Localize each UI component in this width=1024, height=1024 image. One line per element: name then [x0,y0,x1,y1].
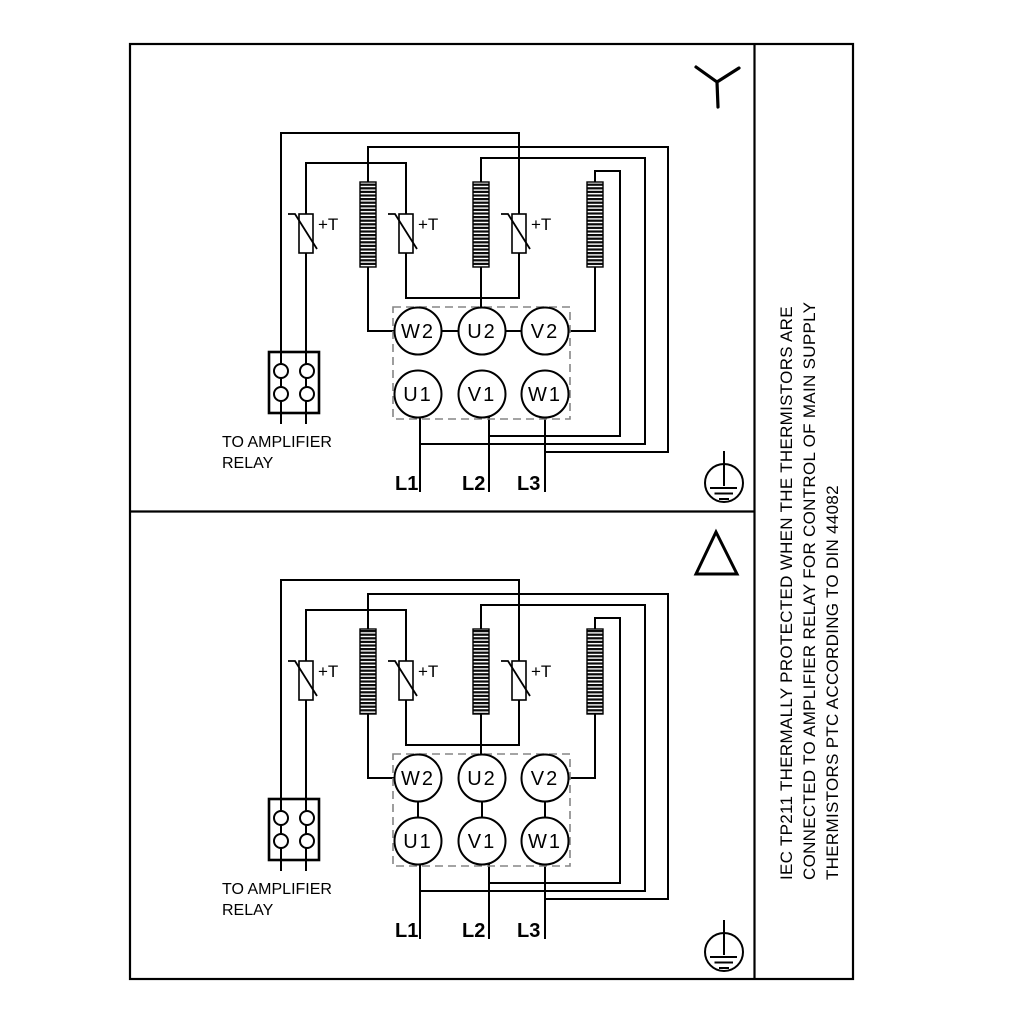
thermistor-1-label: +T [318,215,339,234]
thermistor-3-label: +T [531,662,552,681]
terminal-W1-label: W1 [528,831,562,853]
terminal-V2-label: V2 [530,768,560,790]
side-note [777,302,842,880]
supply-L2-label: L2 [462,920,486,942]
supply-labels [395,473,540,495]
relay-note-line1: TO AMPLIFIER [222,434,332,451]
winding-coil-3 [587,629,603,714]
relay-connector-box [269,352,319,413]
terminal-W2-label: W2 [401,768,435,790]
thermistor-1 [299,661,313,700]
wire-thermistor1-2-top-link [306,163,406,214]
relay-pin [274,811,288,825]
thermistor-2 [399,214,413,253]
wire-thermistor2-3-bottom-link [406,700,519,745]
winding-coil-3 [587,182,603,267]
terminal-U2-label: U2 [467,321,497,343]
terminal-U1-label: U1 [403,831,433,853]
thermistor-1 [299,214,313,253]
supply-L1-label: L1 [395,920,419,942]
thermistors [288,661,551,700]
terminal-V1-label: V1 [467,384,497,406]
relay-connector-box [269,799,319,860]
winding-coil-2 [473,182,489,267]
side-note-line1: IEC TP211 THERMALLY PROTECTED WHEN THE THERMISTORS ARE [777,306,796,880]
relay-pin [274,364,288,378]
winding-coil-1 [360,182,376,267]
supply-L3-label: L3 [517,920,541,942]
thermistor-3 [512,214,526,253]
relay-note-line2: RELAY [222,902,274,919]
panel-star [222,67,743,502]
terminal-board [393,307,570,419]
relay-note-line1: TO AMPLIFIER [222,881,332,898]
panel-delta [222,532,743,971]
terminal-U1-label: U1 [403,384,433,406]
relay-pin [300,834,314,848]
side-note-line3: THERMISTORS PTC ACCORDING TO DIN 44082 [823,485,842,880]
relay-pin [300,387,314,401]
supply-labels [395,920,540,942]
relay-pin [300,811,314,825]
thermistor-2 [399,661,413,700]
terminal-W2-label: W2 [401,321,435,343]
ground-icon [705,451,743,502]
winding-coil-2 [473,629,489,714]
terminal-V2-label: V2 [530,321,560,343]
thermistor-2-label: +T [418,215,439,234]
star-connection-icon [696,67,739,107]
motor-windings [360,629,603,714]
delta-connection-icon [696,532,737,574]
ground-icon [705,920,743,971]
relay-connector [222,352,332,472]
thermistors [288,214,551,253]
supply-L1-label: L1 [395,473,419,495]
wire-thermistor1-2-top-link [306,610,406,661]
thermistor-1-label: +T [318,662,339,681]
thermistor-3-label: +T [531,215,552,234]
relay-pin [274,387,288,401]
relay-pin [300,364,314,378]
relay-note-line2: RELAY [222,455,274,472]
terminal-V1-label: V1 [467,831,497,853]
wire-thermistor2-3-bottom-link [406,253,519,298]
supply-L3-label: L3 [517,473,541,495]
winding-coil-1 [360,629,376,714]
thermistor-3 [512,661,526,700]
terminal-U2-label: U2 [467,768,497,790]
side-note-line2: CONNECTED TO AMPLIFIER RELAY FOR CONTROL OF MAIN SUPPLY [800,301,819,880]
relay-connector [222,799,332,919]
terminal-W1-label: W1 [528,384,562,406]
thermistor-2-label: +T [418,662,439,681]
relay-pin [274,834,288,848]
motor-windings [360,182,603,267]
supply-L2-label: L2 [462,473,486,495]
